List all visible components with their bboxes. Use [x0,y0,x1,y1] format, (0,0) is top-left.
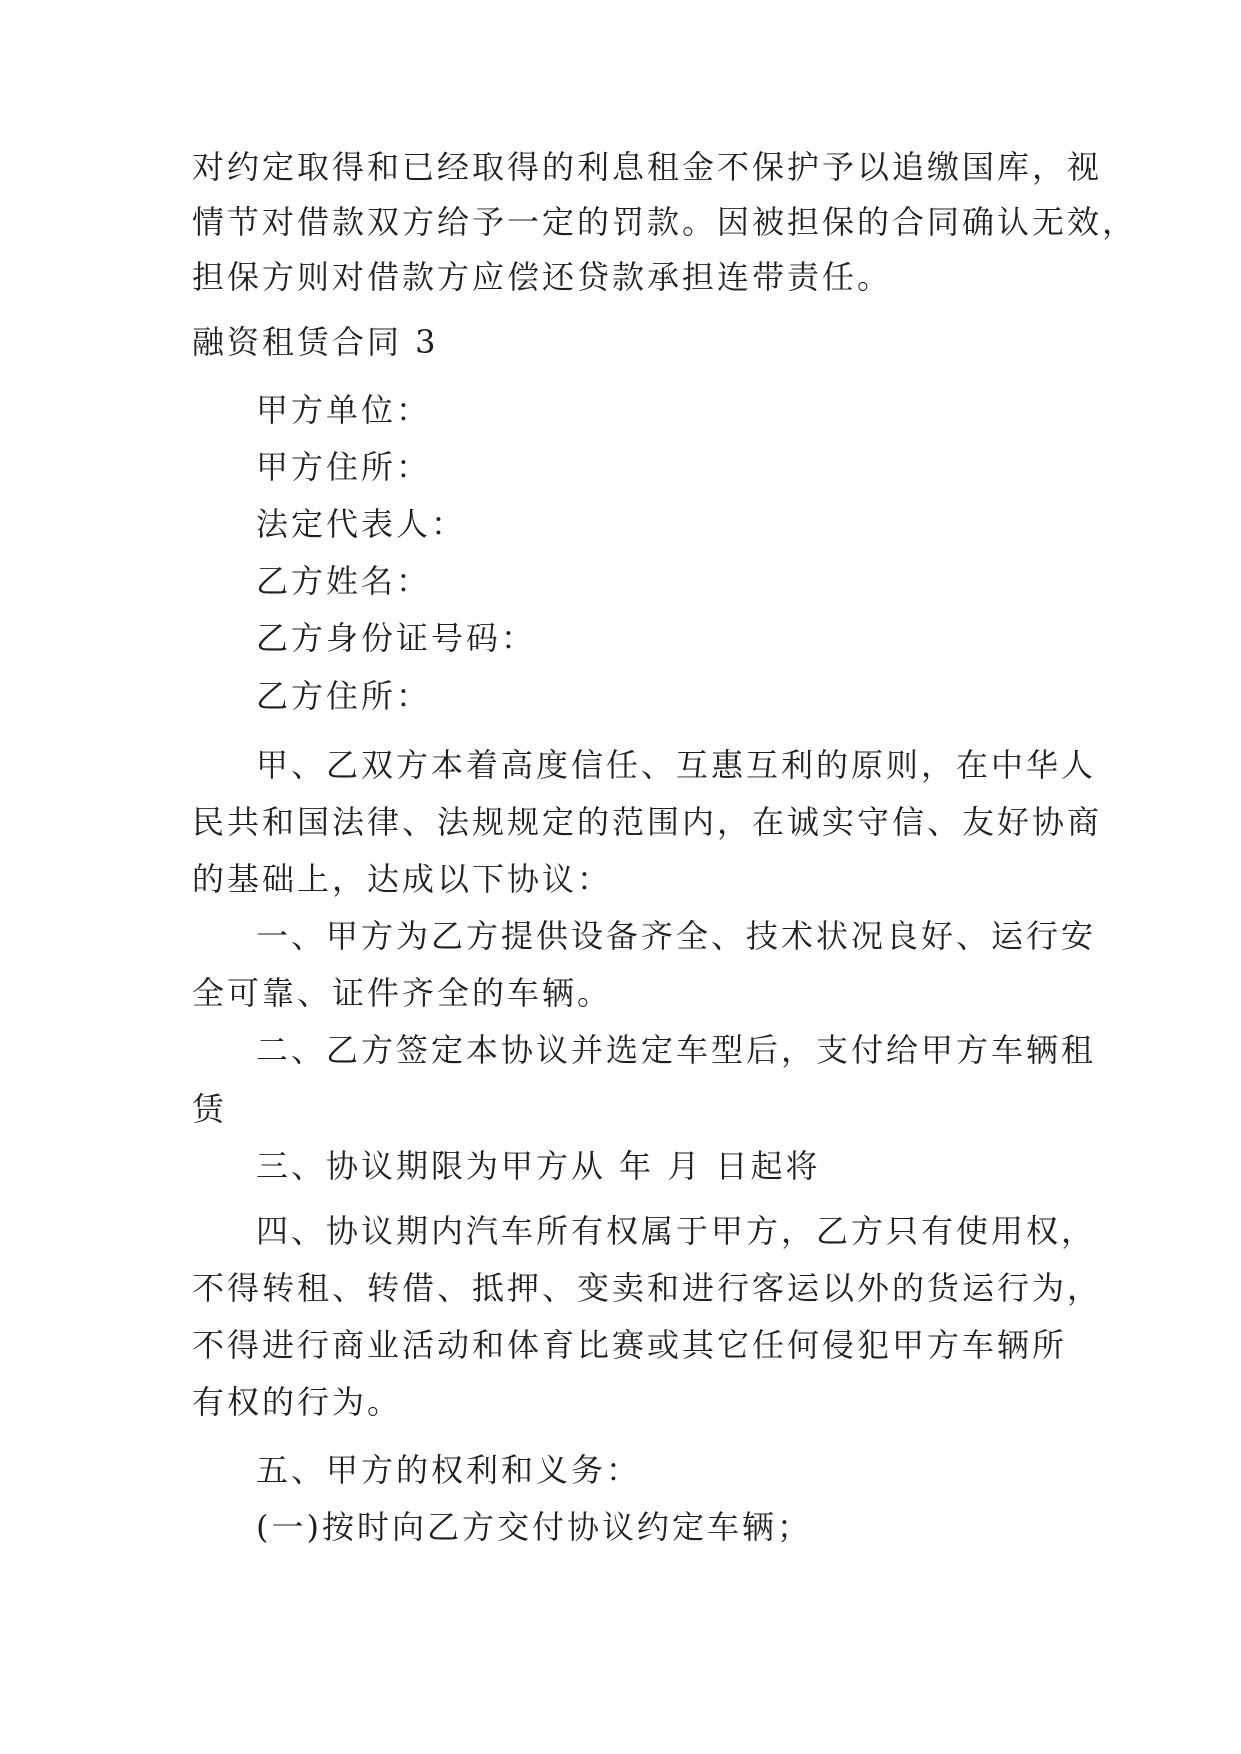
text-line: 民共和国法律、法规规定的范围内，在诚实守信、友好协商 [192,803,1103,841]
text-line: 不得进行商业活动和体育比赛或其它任何侵犯甲方车辆所 [192,1326,1068,1364]
text-line: 一、甲方为乙方提供设备齐全、技术状况良好、运行安 [256,917,1097,955]
text-line: 全可靠、证件齐全的车辆。 [192,974,613,1012]
field-label: 乙方身份证号码： [256,619,537,657]
text-line: 甲、乙双方本着高度信任、互惠互利的原则，在中华人 [256,746,1097,784]
field-label: 甲方住所： [256,448,432,486]
text-line: 五、甲方的权利和义务： [256,1451,642,1489]
field-label: 乙方住所： [256,677,432,715]
text-line: 担保方则对借款方应偿还贷款承担连带责任。 [192,258,893,296]
field-label: 法定代表人： [256,505,467,543]
text-line: 有权的行为。 [192,1383,403,1421]
text-line: 赁 [192,1090,228,1128]
text-line: (一)按时向乙方交付协议约定车辆； [256,1508,812,1546]
text-line: 情节对借款双方给予一定的罚款。因被担保的合同确认无效， [192,203,1138,241]
field-label: 乙方姓名： [256,562,432,600]
text-line: 二、乙方签定本协议并选定车型后，支付给甲方车辆租 [256,1031,1097,1069]
section-heading: 融资租赁合同 3 [192,323,439,361]
text-line: 的基础上，达成以下协议： [192,860,613,898]
field-label: 甲方单位： [256,391,432,429]
text-line: 三、协议期限为甲方从 年 月 日起将 [256,1147,821,1185]
text-line: 对约定取得和已经取得的利息租金不保护予以追缴国库，视 [192,148,1103,186]
text-line: 四、协议期内汽车所有权属于甲方，乙方只有使用权， [256,1212,1097,1250]
text-line: 不得转租、转借、抵押、变卖和进行客运以外的货运行为， [192,1269,1103,1307]
